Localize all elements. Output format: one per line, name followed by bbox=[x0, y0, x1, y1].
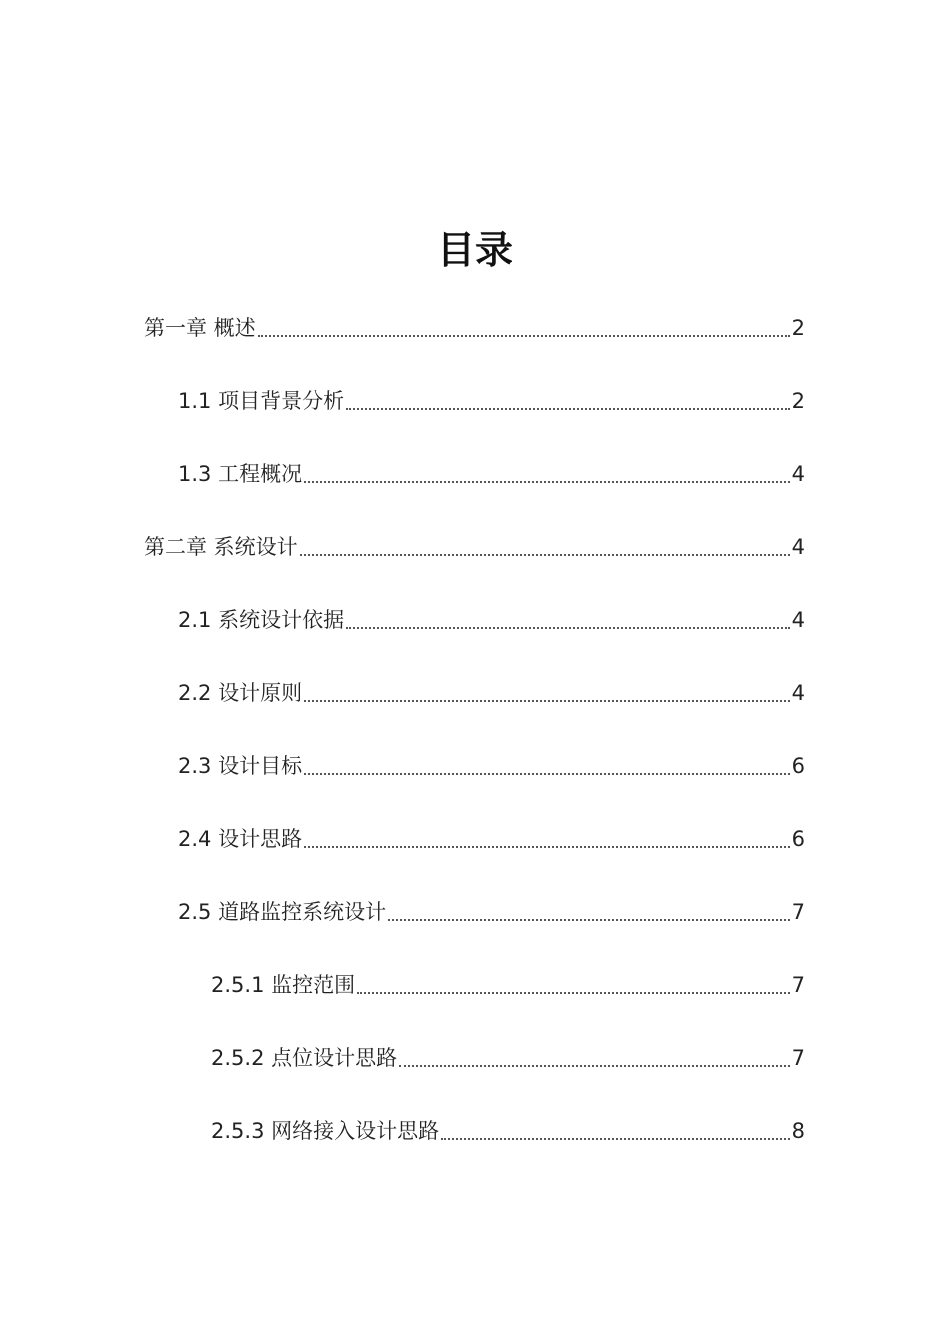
toc-entry-label: 2.5.3 网络接入设计思路 bbox=[211, 1119, 440, 1143]
toc-entry-label: 2.5 道路监控系统设计 bbox=[178, 900, 387, 924]
toc-entry-label: 2.2 设计原则 bbox=[178, 681, 303, 705]
toc-entry-page: 4 bbox=[791, 608, 805, 632]
toc-entry-1-3[interactable] bbox=[178, 454, 805, 494]
toc-entry-label: 2.5.1 监控范围 bbox=[211, 973, 356, 997]
toc-entry-page: 2 bbox=[791, 389, 805, 413]
toc-entry-label: 第一章 概述 bbox=[144, 316, 256, 340]
toc-entry-page: 6 bbox=[791, 827, 805, 851]
toc-entry-2-2[interactable] bbox=[178, 673, 805, 713]
toc-entry-page: 6 bbox=[791, 754, 805, 778]
toc-entry-label: 2.4 设计思路 bbox=[178, 827, 303, 851]
dot-leader bbox=[304, 699, 790, 702]
toc-entry-page: 4 bbox=[791, 681, 805, 705]
toc-entry-page: 7 bbox=[791, 900, 805, 924]
toc-entry-page: 8 bbox=[791, 1119, 805, 1143]
toc-entry-page: 4 bbox=[791, 535, 805, 559]
dot-leader bbox=[388, 918, 790, 921]
dot-leader bbox=[346, 407, 790, 410]
dot-leader bbox=[441, 1137, 790, 1140]
toc-entry-2-5[interactable] bbox=[178, 892, 805, 932]
toc-entry-label: 2.5.2 点位设计思路 bbox=[211, 1046, 398, 1070]
dot-leader bbox=[304, 772, 790, 775]
toc-entry-chapter-1[interactable] bbox=[144, 308, 805, 348]
toc-entry-2-4[interactable] bbox=[178, 819, 805, 859]
toc-entry-chapter-2[interactable] bbox=[144, 527, 805, 567]
toc-entry-page: 7 bbox=[791, 1046, 805, 1070]
dot-leader bbox=[300, 553, 790, 556]
toc-entry-label: 第二章 系统设计 bbox=[144, 535, 298, 559]
dot-leader bbox=[258, 334, 790, 337]
dot-leader bbox=[357, 991, 790, 994]
toc-entry-2-3[interactable] bbox=[178, 746, 805, 786]
toc-entry-page: 7 bbox=[791, 973, 805, 997]
toc-entry-2-5-1[interactable] bbox=[211, 965, 805, 1005]
toc-entry-2-1[interactable] bbox=[178, 600, 805, 640]
toc-entry-page: 4 bbox=[791, 462, 805, 486]
toc-entry-label: 1.1 项目背景分析 bbox=[178, 389, 345, 413]
toc-title: 目录 bbox=[436, 228, 513, 272]
toc-entry-label: 2.3 设计目标 bbox=[178, 754, 303, 778]
dot-leader bbox=[304, 480, 790, 483]
dot-leader bbox=[304, 845, 790, 848]
toc-entry-2-5-2[interactable] bbox=[211, 1038, 805, 1078]
toc-entry-page: 2 bbox=[791, 316, 805, 340]
toc-entry-label: 1.3 工程概况 bbox=[178, 462, 303, 486]
toc-entry-label: 2.1 系统设计依据 bbox=[178, 608, 345, 632]
dot-leader bbox=[399, 1064, 790, 1067]
toc-entry-2-5-3[interactable] bbox=[211, 1111, 805, 1151]
toc-entry-1-1[interactable] bbox=[178, 381, 805, 421]
dot-leader bbox=[346, 626, 790, 629]
